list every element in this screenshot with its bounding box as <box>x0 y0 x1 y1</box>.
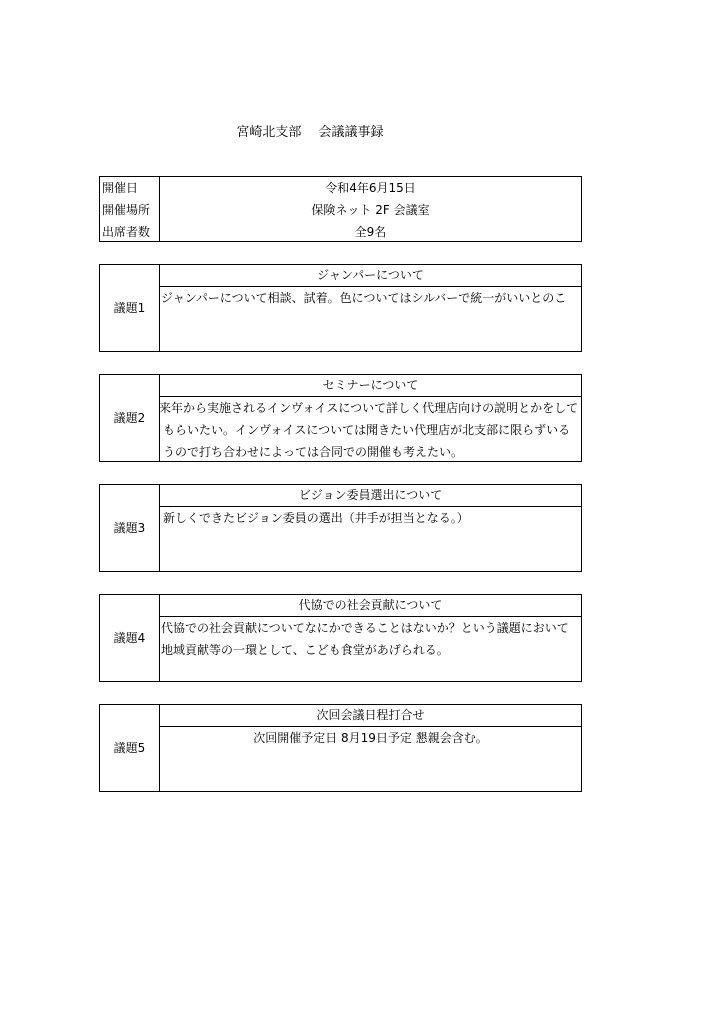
agenda-body <box>159 397 581 461</box>
info-value: 保険ネット 2F 会議室 <box>311 203 430 217</box>
agenda-item-3 <box>99 484 582 572</box>
page-title: 宮崎北支部 会議議事録 <box>236 125 384 140</box>
agenda-item-4 <box>99 594 582 682</box>
agenda-number: 議題1 <box>113 301 146 315</box>
info-label: 開催日 <box>102 181 139 195</box>
agenda-line: 次回開催予定日 8月19日予定 懇親会含む。 <box>253 731 488 745</box>
agenda-number: 議題2 <box>113 411 146 425</box>
agenda-line: ジャンパーについて相談、試着。色についてはシルバーで統一がいいとのこ <box>161 291 567 305</box>
info-value: 令和4年6月15日 <box>325 181 416 195</box>
agenda-item-1 <box>99 264 582 352</box>
agenda-line: うので打ち合わせによっては合同での開催も考えたい。 <box>163 445 464 459</box>
agenda-number: 議題4 <box>113 631 146 645</box>
info-value: 全9名 <box>354 225 387 239</box>
agenda-heading: ジャンパーについて <box>317 268 424 282</box>
agenda-body <box>160 727 581 791</box>
meeting-info-table <box>99 176 582 242</box>
agenda-heading: セミナーについて <box>322 378 419 392</box>
info-row-date <box>100 177 581 199</box>
agenda-body <box>163 507 581 571</box>
agenda-number: 議題3 <box>113 521 146 535</box>
agenda-line: 代協での社会貢献についてなにかできることはないか？という議題において <box>161 621 569 635</box>
agenda-line: 地域貢献等の一環として、こども食堂があげられる。 <box>161 643 449 657</box>
agenda-heading: ビジョン委員選出について <box>298 488 443 502</box>
agenda-item-2 <box>99 374 582 462</box>
agenda-body <box>161 617 581 681</box>
agenda-body <box>161 287 581 351</box>
agenda-heading: 次回会議日程打合せ <box>316 708 425 722</box>
info-label: 出席者数 <box>102 225 151 239</box>
agenda-heading: 代協での社会貢献について <box>298 598 443 612</box>
agenda-item-5 <box>99 704 582 792</box>
agenda-line: 来年から実施されるインヴォイスについて詳しく代理店向けの説明とかをして <box>159 401 579 415</box>
info-label: 開催場所 <box>102 203 151 217</box>
info-row-attendees <box>100 221 581 243</box>
agenda-line: もらいたい。インヴォイスについては聞きたい代理店が北支部に限らずいる <box>163 423 571 437</box>
info-row-venue <box>100 199 581 221</box>
agenda-number: 議題5 <box>113 741 146 755</box>
agenda-line: 新しくできたビジョン委員の選出（井手が担当となる。） <box>163 511 469 525</box>
